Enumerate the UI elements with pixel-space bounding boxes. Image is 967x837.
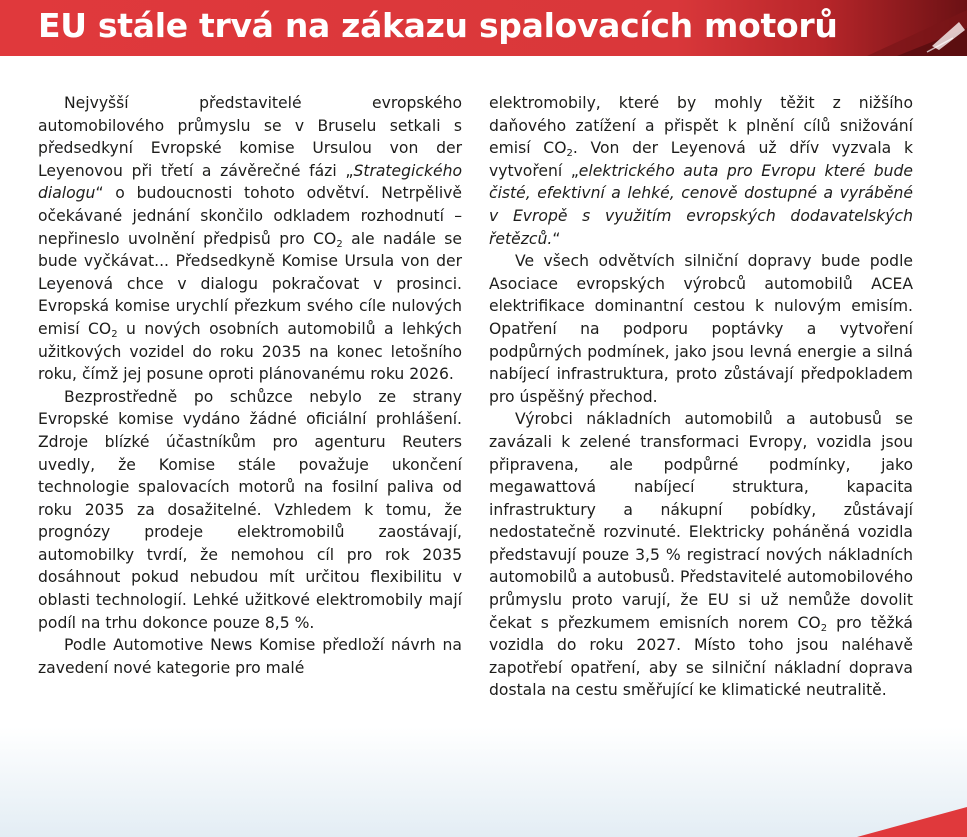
bottom-corner-accent bbox=[857, 767, 967, 837]
article-title: EU stále trvá na zákazu spalovacích motorů bbox=[38, 6, 838, 45]
article-header bbox=[0, 0, 967, 56]
paragraph: Ve všech odvětvích silniční dopravy bude podle Asociace evropských výrobců automobilů ACEA elektrifikace dominantní cestou k nulovým emisím. Opatření na podporu poptávky a vytvoření podpůrných podmínek, jako jsou levná energie a silná nabíjecí infrastruktura, proto zůstávají předpokladem pro úspěšný přechod. bbox=[489, 252, 913, 406]
article-column-left bbox=[38, 92, 462, 679]
article-column-right bbox=[489, 92, 913, 702]
paragraph: Bezprostředně po schůzce nebylo ze strany Evropské komise vydáno žádné oficiální prohlášení. Zdroje blízké účastníkům pro agenturu Reuters uvedly, že Komise stále považuje ukončení technologie spalovacích motorů na fosilní paliva od roku 2035 za dosažitelné. Vzhledem k tomu, že prognózy prodeje elektromobilů zaostávají, automobilky tvrdí, že nemohou cíl pro rok 2035 dosáhnout pokud nebudou mít určitou flexibilitu v oblasti technologií. Lehké užitkové elektromobily mají podíl na trhu dokonce pouze 8,5 %. bbox=[38, 387, 462, 632]
italic-quote: elektrického auta pro Evropu které bude čisté, efektivní a lehké, cenově dostupné a vyráběné v Evropě s využitím evropských dodavatelských řetězců. bbox=[489, 161, 913, 248]
header-decoration-graphic bbox=[827, 0, 967, 56]
paragraph: Podle Automotive News Komise předloží návrh na zavedení nové kategorie pro malé bbox=[38, 636, 462, 677]
italic-quote: Strategického dialogu bbox=[38, 161, 462, 203]
bottom-background-band bbox=[0, 727, 967, 837]
paragraph: Nejvyšší představitelé evropského automobilového průmyslu se v Bruselu setkali s předsedkyní Evropské komise Ursulou von der Leyenovou při třetí a závěrečné fázi „Strategického dialogu“ o budoucnosti tohoto odvětví. Netrpělivě očekávané jednání skončilo odkladem rozhodnutí – nepřineslo uvolnění předpisů pro $CO_2$ ale nadále se bude vyčkávat... Předsedkyně Komise Ursula von der Leyenová chce v dialogu pokračovat v prosinci. Evropská komise urychlí přezkum svého cíle nulových emisí $CO_2$ u nových osobních automobilů a lehkých užitkových vozidel do roku 2035 na konec letošního roku, čímž jej posune oproti plánovanému roku 2026. bbox=[38, 94, 463, 384]
paragraph: Výrobci nákladních automobilů a autobusů se zavázali k zelené transformaci Evropy, vozidla jsou připravena, ale podpůrné podmínky, jako megawattová nabíjecí struktura, kapacita infrastruktury a nákupní pobídky, zůstávají nedostatečně rozvinuté. Elektricky poháněná vozidla představují pouze 3,5 % registrací nových nákladních automobilů a autobusů. Představitelé automobilového průmyslu proto varují, že EU si už nemůže dovolit čekat s přezkumem emisních norem $CO_2$ pro těžká vozidla do roku 2027. Místo toho jsou naléhavě zapotřebí opatření, aby se silniční nákladní doprava dostala na cestu směřující ke klimatické neutralitě. bbox=[489, 410, 913, 700]
paragraph: elektromobily, které by mohly těžit z nižšího daňového zatížení a přispět k plnění cílů snižování emisí $CO_2$. Von der Leyenová už dřív vyzvala k vytvoření „elektrického auta pro Evropu které bude čisté, efektivní a lehké, cenově dostupné a vyráběné v Evropě s využitím evropských dodavatelských řetězců.“ bbox=[489, 94, 913, 248]
